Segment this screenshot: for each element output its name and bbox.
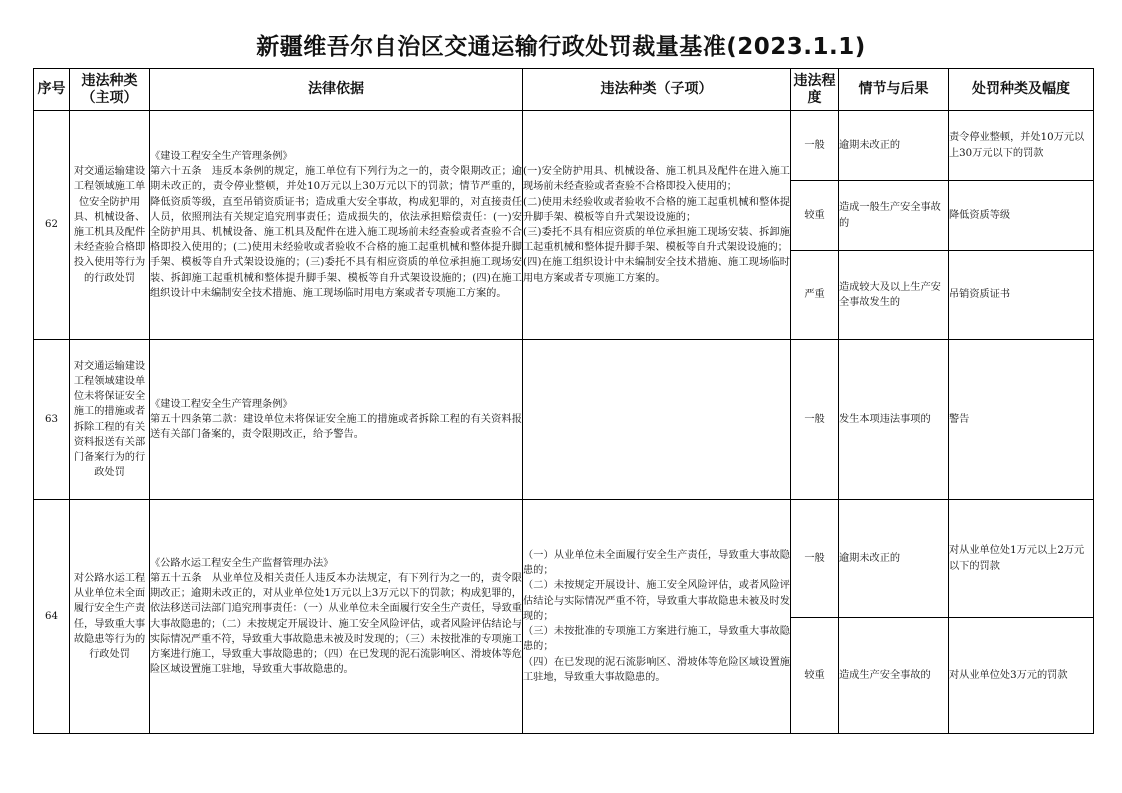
page-title: 新疆维吾尔自治区交通运输行政处罚裁量基准(2023.1.1) (256, 34, 866, 60)
basis-law-title: 《公路水运工程安全生产监督管理办法》 (150, 557, 334, 569)
circumstances-cell: 造成一般生产安全事故的 (839, 181, 949, 251)
basis-article: 第六十五条 违反本条例的规定，施工单位有下列行为之一的，责令限期改正；逾期未改正的，责令停业整顿，并处10万元以上30万元以下的罚款；情节严重的，降低资质等级，直至吊销资质证书；造成重大安全事故，构成犯罪的，对直接责任人员，依照刑法有关规定追究刑事责任；造成损失的，依法承担赔偿责任：(一)安全防护用具、机械设备、施工机具及配件在进入施工现场前未经查验或者查验不合格即投入使用的；(二)使用未经验收或者验收不合格的施工起重机械和整体提升脚手架、模板等自升式架设设施的；(三)委托不具有相应资质的单位承担施工现场安装、拆卸施工起重机械和整体提升脚手架、模板等自升式架设设施的；(四)在施工组织设计中未编制安全技术措施、施工现场临时用电方案或者专项施工方案的。 (150, 166, 522, 299)
degree-cell: 较重 (791, 181, 839, 251)
sub-item: (三)委托不具有相应资质的单位承担施工现场安装、拆卸施工起重机械和整体提升脚手架、模板等自升式架设设施的； (523, 227, 790, 254)
sub-item: （四）在已发现的泥石流影响区、滑坡体等危险区域设置施工驻地，导致重大事故隐患的。 (523, 656, 790, 683)
header-basis: 法律依据 (150, 69, 523, 111)
sub-item: （一）从业单位未全面履行安全生产责任，导致重大事故隐患的； (523, 550, 790, 577)
penalty-cell: 吊销资质证书 (949, 251, 1094, 340)
legal-basis-cell (150, 500, 523, 734)
circumstances-cell: 发生本项违法事项的 (839, 340, 949, 500)
header-circumstances: 情节与后果 (839, 69, 949, 111)
sub-item: (二)使用未经验收或者验收不合格的施工起重机械和整体提升脚手架、模板等自升式架设设施的； (523, 196, 790, 223)
header-penalty: 处罚种类及幅度 (949, 69, 1094, 111)
header-no: 序号 (34, 69, 70, 111)
basis-law-title: 《建设工程安全生产管理条例》 (150, 398, 293, 410)
row-number: 63 (34, 340, 70, 500)
legal-basis-cell (150, 111, 523, 340)
penalty-cell: 责令停业整顿，并处10万元以上30万元以下的罚款 (949, 111, 1094, 181)
degree-cell: 严重 (791, 251, 839, 340)
circumstances-cell: 逾期未改正的 (839, 500, 949, 618)
table-row (34, 111, 1094, 181)
penalty-table (33, 68, 1094, 734)
row-number: 64 (34, 500, 70, 734)
circumstances-cell: 造成生产安全事故的 (839, 618, 949, 734)
sub-item: （三）未按批准的专项施工方案进行施工，导致重大事故隐患的； (523, 626, 790, 653)
sub-type-cell (523, 500, 791, 734)
sub-type-cell (523, 111, 791, 340)
penalty-cell: 降低资质等级 (949, 181, 1094, 251)
degree-cell: 一般 (791, 111, 839, 181)
penalty-cell: 对从业单位处3万元的罚款 (949, 618, 1094, 734)
penalty-cell: 警告 (949, 340, 1094, 500)
main-type-cell: 对交通运输建设工程领域建设单位未将保证安全施工的措施或者拆除工程的有关资料报送有关部门备案行为的行政处罚 (70, 340, 150, 500)
degree-cell: 一般 (791, 340, 839, 500)
table-row (34, 500, 1094, 618)
sub-item: (四)在施工组织设计中未编制安全技术措施、施工现场临时用电方案或者专项施工方案的。 (523, 257, 790, 284)
circumstances-cell: 逾期未改正的 (839, 111, 949, 181)
main-type-cell: 对公路水运工程从业单位未全面履行安全生产责任，导致重大事故隐患等行为的行政处罚 (70, 500, 150, 734)
basis-article: 第五十四条第二款：建设单位未将保证安全施工的措施或者拆除工程的有关资料报送有关部门备案的，责令限期改正，给予警告。 (150, 413, 522, 441)
basis-law-title: 《建设工程安全生产管理条例》 (150, 150, 293, 162)
sub-item: (一)安全防护用具、机械设备、施工机具及配件在进入施工现场前未经查验或者查验不合格即投入使用的； (523, 166, 790, 193)
sub-item: （二）未按规定开展设计、施工安全风险评估，或者风险评估结论与实际情况严重不符，导致重大事故隐患未被及时发现的； (523, 580, 790, 622)
header-row (34, 69, 1094, 111)
main-type-cell: 对交通运输建设工程领域施工单位安全防护用具、机械设备、施工机具及配件未经查验合格即投入使用等行为的行政处罚 (70, 111, 150, 340)
basis-article: 第五十五条 从业单位及相关责任人违反本办法规定，有下列行为之一的，责令限期改正；逾期未改正的，对从业单位处1万元以上3万元以下的罚款；构成犯罪的，依法移送司法部门追究刑事责任：（一）从业单位未全面履行安全生产责任，导致重大事故隐患的；（二）未按规定开展设计、施工安全风险评估，或者风险评估结论与实际情况严重不符，导致重大事故隐患未被及时发现的；（三）未按批准的专项施工方案进行施工，导致重大事故隐患的；（四）在已发现的泥石流影响区、滑坡体等危险区域设置施工驻地，导致重大事故隐患的。 (150, 572, 522, 676)
sub-type-cell (523, 340, 791, 500)
header-degree: 违法程度 (791, 69, 839, 111)
table-row (34, 340, 1094, 500)
degree-cell: 较重 (791, 618, 839, 734)
header-sub-type: 违法种类（子项） (523, 69, 791, 111)
circumstances-cell: 造成较大及以上生产安全事故发生的 (839, 251, 949, 340)
legal-basis-cell (150, 340, 523, 500)
degree-cell: 一般 (791, 500, 839, 618)
row-number: 62 (34, 111, 70, 340)
penalty-cell: 对从业单位处1万元以上2万元以下的罚款 (949, 500, 1094, 618)
header-main-type: 违法种类（主项） (70, 69, 150, 111)
